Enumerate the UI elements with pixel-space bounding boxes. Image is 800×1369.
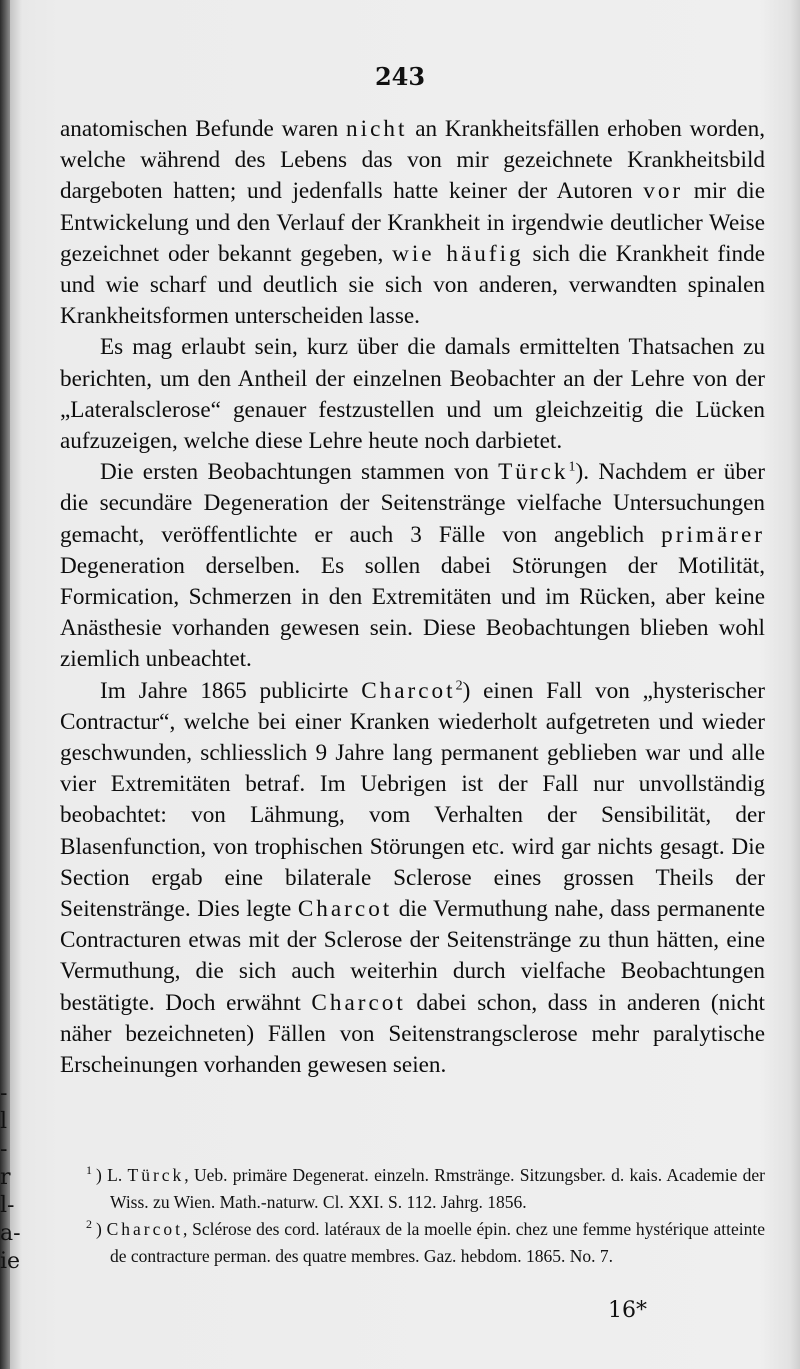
edge-mark: -: [0, 1137, 8, 1162]
text-run: ) L.: [96, 1165, 128, 1185]
page-number: 243: [374, 62, 426, 91]
footnote: [60, 1216, 765, 1270]
edge-mark: ie: [0, 1249, 21, 1274]
edge-mark: l-: [0, 1193, 15, 1218]
signature-mark: 16*: [608, 1298, 647, 1323]
edge-mark: a-: [0, 1221, 21, 1246]
emphasized-name: Charcot: [106, 1219, 183, 1239]
paragraph: [60, 332, 765, 457]
text-run: ). Nachdem er über die secundäre Degeneration der Seitenstränge vielfache Untersuchungen gemacht, veröffentlichte er auch 3 Fälle von angeblich: [60, 459, 766, 548]
footnote-reference: 2: [455, 677, 463, 693]
edge-mark: r: [0, 1165, 11, 1190]
text-run: , Ueb. primäre Degenerat. einzeln. Rmstränge. Sitzungsber. d. kais. Academie der Wiss. zu Wien. Math.-naturw. Cl. XXI. S. 112. Jahrg. 1856.: [110, 1165, 765, 1212]
emphasized-name: Charcot: [361, 677, 456, 704]
emphasized-name: Türck: [498, 459, 569, 486]
text-run: Es mag erlaubt sein, kurz über die damals ermittelten Thatsachen zu berichten, um den Antheil der einzelnen Beobachter an der Lehre von der „Lateralsclerose“ genauer festzustellen und um gleichzeitig die Lücken aufzuzeigen, welche diese Lehre heute noch darbietet.: [60, 334, 765, 455]
footnote-mark: 1: [86, 1163, 92, 1178]
edge-mark: -: [0, 1081, 8, 1106]
emphasized-name: Türck: [127, 1165, 185, 1185]
footnote-mark: 2: [86, 1217, 92, 1232]
emphasized-name: nicht: [346, 116, 408, 142]
emphasized-name: Charcot: [311, 989, 406, 1016]
text-run: anatomischen Befunde waren: [60, 116, 347, 142]
text-run: die Vermuthung nahe, dass permanente Contracturen etwas mit der Sclerose der Seitenstränge zu thun hätten, eine Vermuthung, die sich auch weiterhin durch vielfache Beobachtungen bestätigte. Doch erwähnt: [60, 896, 765, 1016]
emphasized-name: vor: [643, 178, 684, 205]
footnote-reference: 1: [568, 459, 576, 475]
paragraph: [60, 676, 765, 1082]
body-text: [60, 114, 765, 1081]
emphasized-name: Charcot: [297, 896, 393, 923]
footnote: [60, 1162, 765, 1216]
emphasized-name: primärer: [661, 521, 765, 548]
text-run: Degeneration derselben. Es sollen dabei Störungen der Motilität, Formication, Schmerzen in den Extremitäten und im Rücken, aber keine Anästhesie vorhanden gewesen sein. Diese Beobachtungen blieben wohl ziemlich unbeachtet.: [60, 552, 765, 673]
text-run: ): [96, 1219, 107, 1239]
text-run: Im Jahre 1865 publicirte: [100, 677, 362, 704]
edge-marks: [0, 1080, 21, 1276]
text-run: mir die Entwickelung und den Verlauf der Krankheit in irgendwie deutlicher Weise gezeichnet oder bekannt gegeben,: [60, 178, 765, 267]
text-run: an Krankheitsfällen erhoben worden, welche während des Lebens das von mir gezeichnete Krankheitsbild dargeboten hatten; und jedenfalls hatte keiner der Autoren: [60, 116, 765, 205]
footnotes: [60, 1162, 765, 1270]
paragraph: [60, 114, 765, 332]
edge-mark: l: [0, 1109, 8, 1134]
paragraph: [60, 457, 765, 675]
text-run: ) einen Fall von „hysterischer Contractur“, welche bei einer Kranken wiederholt aufgetreten und wieder geschwunden, schliesslich 9 Jahre lang permanent geblieben war und alle vier Extremitäten betraf. Im Uebrigen ist der Fall nur unvollständig beobachtet: von Lähmung, vom Verhalten der Sensibilität, der Blasenfunction, von trophischen Störungen etc. wird gar nichts gesagt. Die Section ergab eine bilaterale Sclerose eines grossen Theils der Seitenstränge. Dies legte: [60, 677, 765, 923]
text-run: sich die Krankheit finde und wie scharf und deutlich sie sich von anderen, verwandten spinalen Krankheitsformen unterscheiden lasse.: [60, 240, 765, 330]
text-run: Die ersten Beobachtungen stammen von: [100, 459, 499, 486]
text-run: , Sclérose des cord. latéraux de la moelle épin. chez une femme hystérique atteinte de contracture perman. des quatre membres. Gaz. hebdom. 1865. No. 7.: [110, 1219, 766, 1266]
emphasized-name: wie häufig: [392, 240, 524, 267]
text-run: dabei schon, dass in anderen (nicht näher bezeichneten) Fällen von Seitenstrangsclerose mehr paralytische Erscheinungen vorhanden gewesen seien.: [60, 989, 765, 1079]
